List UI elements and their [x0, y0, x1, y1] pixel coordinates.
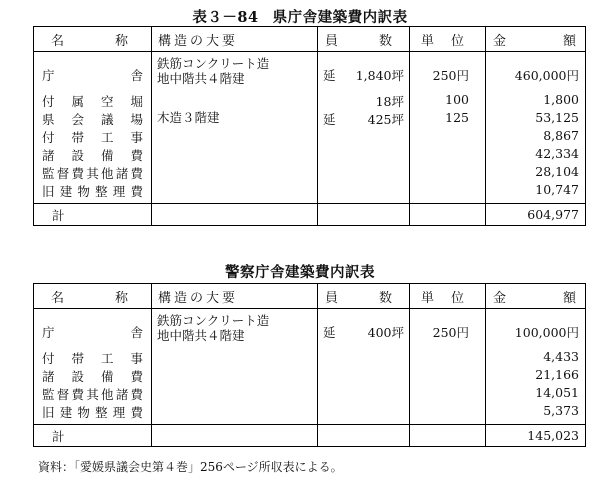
table2-title	[0, 261, 600, 282]
header-name: 名 称	[34, 284, 152, 309]
item-structure	[152, 128, 318, 146]
item-unit: 125	[410, 110, 486, 128]
table-row	[34, 385, 586, 403]
item-amount: 4,433	[486, 349, 586, 367]
item-unit: 100	[410, 92, 486, 110]
table-row	[34, 128, 586, 146]
item-amount: 28,104	[486, 164, 586, 182]
item-amount: 460,000円	[486, 52, 586, 92]
item-name: 付帯工事	[34, 128, 152, 146]
header-name: 名 称	[34, 27, 152, 52]
item-unit	[410, 403, 486, 425]
total-amount: 604,977	[486, 204, 586, 226]
table-row	[34, 92, 586, 110]
police-office-cost-table	[33, 283, 586, 447]
item-name: 諸設備費	[34, 367, 152, 385]
count-prefix: 延	[323, 111, 336, 127]
total-empty-cell	[410, 204, 486, 226]
total-label: 計	[34, 425, 152, 447]
structure-line: 鉄筋コンクリート造	[157, 313, 270, 328]
item-name: 付帯工事	[34, 349, 152, 367]
item-count	[318, 128, 410, 146]
item-amount: 1,800	[486, 92, 586, 110]
source-note: 資料：「愛媛県議会史第４巻」256ページ所収表による。	[38, 460, 343, 474]
item-count	[318, 367, 410, 385]
structure-line: 地中階共４階建	[157, 328, 245, 343]
count-value: 1,840坪	[355, 68, 404, 83]
item-unit	[410, 164, 486, 182]
item-unit: 250円	[410, 52, 486, 92]
item-name: 諸設備費	[34, 146, 152, 164]
item-unit	[410, 367, 486, 385]
table-row	[34, 349, 586, 367]
header-structure: 構造の大要	[152, 284, 318, 309]
item-structure	[152, 403, 318, 425]
item-structure	[152, 92, 318, 110]
item-structure	[152, 349, 318, 367]
total-empty-cell	[410, 425, 486, 447]
table-row	[34, 52, 586, 92]
item-count	[318, 403, 410, 425]
item-unit	[410, 385, 486, 403]
table1-number: 表３－84	[192, 9, 259, 26]
item-structure	[152, 146, 318, 164]
item-name: 監督費其他諸費	[34, 385, 152, 403]
header-count: 員 数	[318, 284, 410, 309]
total-amount: 145,023	[486, 425, 586, 447]
item-structure	[152, 385, 318, 403]
item-structure	[152, 52, 318, 92]
table-header-row	[34, 284, 586, 309]
table-row	[34, 110, 586, 128]
count-prefix: 延	[323, 325, 336, 340]
item-count	[318, 349, 410, 367]
item-count	[318, 146, 410, 164]
total-row	[34, 425, 586, 447]
total-row	[34, 204, 586, 226]
header-count: 員 数	[318, 27, 410, 52]
table-row	[34, 403, 586, 425]
item-count	[318, 52, 410, 92]
table1-title	[0, 6, 600, 27]
item-name: 旧建物整理費	[34, 182, 152, 204]
item-name: 県会議場	[34, 110, 152, 128]
item-amount: 8,867	[486, 128, 586, 146]
item-amount: 14,051	[486, 385, 586, 403]
item-amount: 21,166	[486, 367, 586, 385]
item-structure	[152, 110, 318, 128]
count-value: 18坪	[375, 93, 404, 109]
item-count	[318, 182, 410, 204]
total-label: 計	[34, 204, 152, 226]
item-name: 旧建物整理費	[34, 403, 152, 425]
item-amount: 100,000円	[486, 309, 586, 349]
item-structure	[152, 164, 318, 182]
item-count	[318, 164, 410, 182]
item-unit	[410, 349, 486, 367]
item-name: 庁舎	[34, 309, 152, 349]
count-value: 400坪	[367, 325, 404, 340]
item-unit	[410, 128, 486, 146]
total-empty-cell	[152, 204, 318, 226]
table-row	[34, 367, 586, 385]
item-structure	[152, 182, 318, 204]
item-name: 庁舎	[34, 52, 152, 92]
structure-line: 地中階共４階建	[157, 71, 245, 86]
item-amount: 53,125	[486, 110, 586, 128]
table1-title-text: 県庁舎建築費内訳表	[272, 9, 408, 26]
header-unit: 単 位	[410, 27, 486, 52]
table-row	[34, 146, 586, 164]
table2-title-text: 警察庁舎建築費内訳表	[225, 264, 375, 281]
table-row	[34, 182, 586, 204]
item-amount: 5,373	[486, 403, 586, 425]
item-unit	[410, 182, 486, 204]
count-prefix: 延	[323, 68, 336, 83]
item-structure	[152, 367, 318, 385]
total-empty-cell	[152, 425, 318, 447]
item-unit: 250円	[410, 309, 486, 349]
table-row	[34, 309, 586, 349]
item-structure	[152, 309, 318, 349]
item-amount: 10,747	[486, 182, 586, 204]
item-name: 付属空堀	[34, 92, 152, 110]
item-count	[318, 309, 410, 349]
count-value: 425坪	[367, 111, 404, 127]
total-empty-cell	[318, 204, 410, 226]
header-unit: 単 位	[410, 284, 486, 309]
structure-line: 鉄筋コンクリート造	[157, 56, 270, 71]
structure-line: 木造３階建	[157, 109, 220, 125]
table-header-row	[34, 27, 586, 52]
prefectural-office-cost-table	[33, 26, 586, 226]
header-structure: 構造の大要	[152, 27, 318, 52]
item-count	[318, 92, 410, 110]
item-count	[318, 385, 410, 403]
header-amount: 金 額	[486, 284, 586, 309]
item-name: 監督費其他諸費	[34, 164, 152, 182]
item-unit	[410, 146, 486, 164]
total-empty-cell	[318, 425, 410, 447]
item-count	[318, 110, 410, 128]
table-row	[34, 164, 586, 182]
header-amount: 金 額	[486, 27, 586, 52]
item-amount: 42,334	[486, 146, 586, 164]
